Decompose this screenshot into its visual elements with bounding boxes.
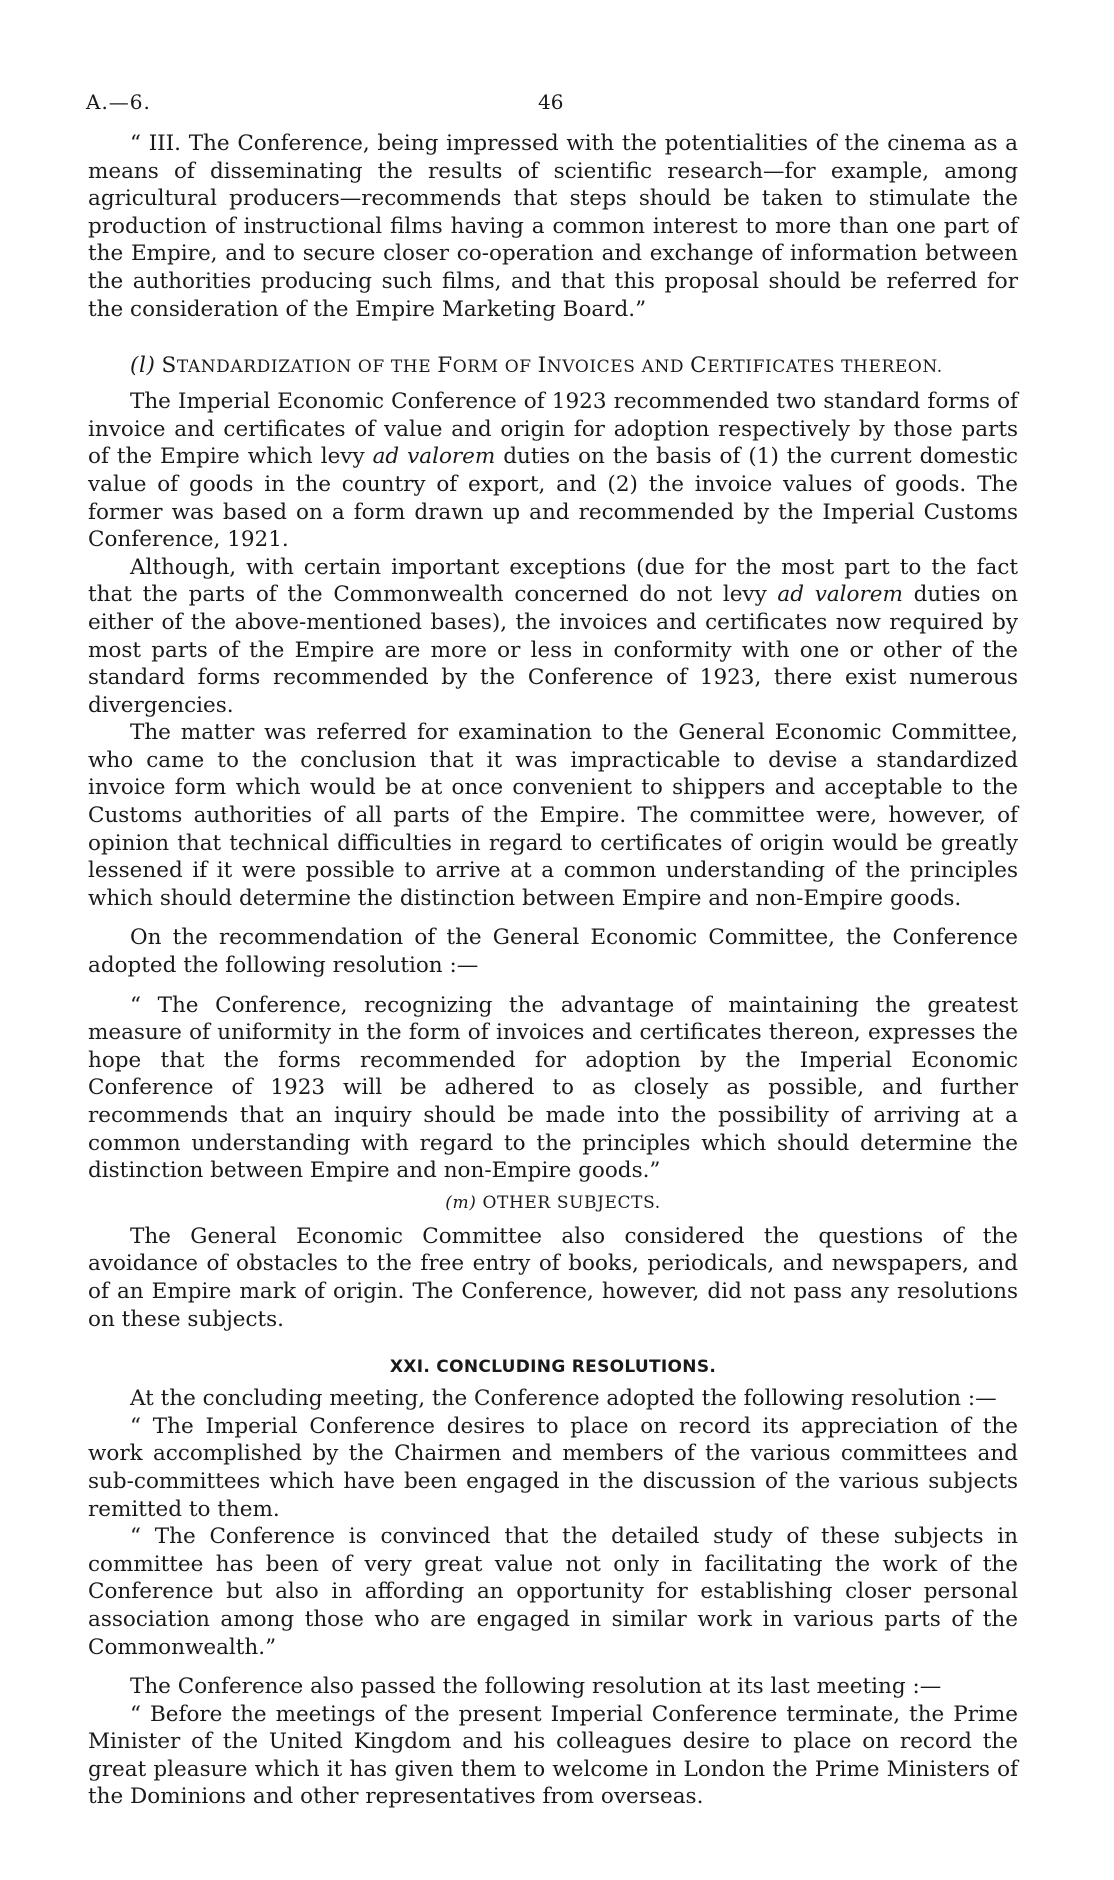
heading-word: SUBJECTS. — [556, 1192, 661, 1213]
section-xxi-paragraph-1: At the concluding meeting, the Conference adopted the following resolution :— — [130, 1386, 997, 1412]
section-m-paragraph-1: The General Economic Committee also considered the questions of the avoidance of obstacles to the free entry of books, periodicals, and newspapers, and of an Empire mark of origin. The Conference, however, did not pass any resolutions on these subjects. — [88, 1223, 1018, 1332]
section-m-label: (m) — [445, 1192, 477, 1213]
section-m-title — [482, 1193, 660, 1213]
section-l-paragraph-3: The matter was referred for examination to the General Economic Committee, who came to the conclusion that it was impracticable to devise a standardized invoice form which would be at once convenient to shippers and acceptable to the Customs authorities of all parts of the Empire. The committee were, however, of opinion that technical difficulties in regard to certificates of origin would be greatly lessened if it were possible to arrive at a common understanding of the principles which should determine the distinction between Empire and non-Empire goods. — [88, 720, 1018, 911]
section-xxi-quote-2: “ The Conference is convinced that the detailed study of these subjects in committee has been of very great value not only in facilitating the work of the Conference but also in affording an opportunity for establishing closer personal association among those who are engaged in similar work in various parts of the Commonwealth.” — [88, 1524, 1018, 1660]
document-page — [88, 90, 1018, 1811]
heading-word: OTHER — [482, 1192, 551, 1213]
heading-word: STANDARDIZATION — [161, 353, 352, 379]
quoted-resolution-iii: “ III. The Conference, being impressed with the potentialities of the cinema as a means of disseminating the results of scientific research—for example, among agricultural producers—recommends that steps should be taken to stimulate the production of instructional films having a common interest to more than one part of the Empire, and to secure closer co-operation and exchange of information between the authorities producing such films, and that this proposal should be referred for the consideration of the Empire Marketing Board.” — [88, 131, 1018, 322]
page-number: 46 — [538, 90, 564, 114]
section-xxi-heading: XXI. CONCLUDING RESOLUTIONS. — [389, 1357, 717, 1378]
section-l-resolution-quote: “ The Conference, recognizing the advantage of maintaining the greatest measure of uniformity in the form of invoices and certificates thereon, expresses the hope that the forms recommended for adoption by the Imperial Economic Conference of 1923 will be adhered to as closely as possible, and further recommends that an inquiry should be made into the possibility of arriving at a common understanding with regard to the principles which should determine the distinction between Empire and non-Empire goods.” — [88, 992, 1018, 1184]
page-header — [88, 90, 1018, 130]
section-l-label: (l) — [130, 353, 156, 379]
section-l-paragraph-1: The Imperial Economic Conference of 1923 recommended two standard forms of invoice and certificates of value and origin for adoption respectively by those parts of the Empire which levy ad valorem duties on the basis of (1) the current domestic value of goods in the country of export, and (2) the invoice values of goods. The former was based on a form drawn up and recommended by the Imperial Customs Conference, 1921. — [88, 389, 1018, 553]
latin-term: ad valorem — [372, 444, 496, 470]
heading-word: THEREON. — [841, 357, 943, 378]
heading-word: OF — [357, 357, 385, 378]
document-reference: A.—6. — [86, 90, 151, 114]
heading-word: INVOICES — [537, 353, 636, 379]
latin-term: ad valorem — [777, 582, 903, 608]
heading-word: THE — [390, 357, 432, 378]
section-l-paragraph-4: On the recommendation of the General Economic Committee, the Conference adopted the following resolution :— — [88, 925, 1018, 979]
section-l-title — [161, 353, 943, 379]
section-xxi-paragraph-2: The Conference also passed the following resolution at its last meeting :— — [130, 1674, 942, 1700]
section-l-heading — [88, 353, 1018, 378]
heading-word: CERTIFICATES — [690, 353, 836, 379]
section-l-paragraph-2: Although, with certain important exceptions (due for the most part to the fact that the parts of the Commonwealth concerned do not levy ad valorem duties on either of the above-mentioned bases), the invoices and certificates now required by most parts of the Empire are more or less in conformity with one or other of the standard forms recommended by the Conference of 1923, there exist numerous divergencies. — [88, 554, 1018, 718]
section-xxi-quote-1: “ The Imperial Conference desires to place on record its appreciation of the work accomplished by the Chairmen and members of the various committees and sub-committees which have been engaged in the discussion of the various subjects remitted to them. — [88, 1413, 1018, 1522]
section-m-heading — [88, 1193, 1018, 1213]
heading-word: OF — [504, 357, 532, 378]
heading-word: AND — [641, 357, 685, 378]
section-xxi-quote-3: “ Before the meetings of the present Imperial Conference terminate, the Prime Minister of the United Kingdom and his colleagues desire to place on record the great pleasure which it has given them to welcome in London the Prime Ministers of the Dominions and other representatives from overseas. — [88, 1701, 1018, 1810]
heading-word: FORM — [437, 353, 499, 379]
